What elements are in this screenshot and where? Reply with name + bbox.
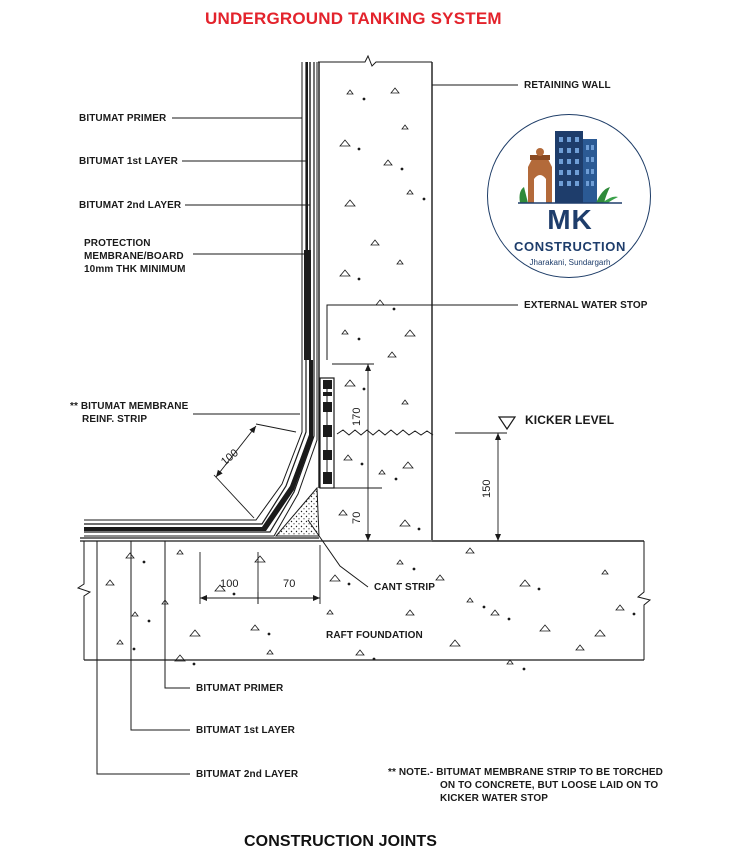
footer-title: CONSTRUCTION JOINTS xyxy=(244,833,438,850)
aggregate-dot xyxy=(358,148,360,150)
aggregate-dot xyxy=(358,338,360,340)
label-protection-3: 10mm THK MINIMUM xyxy=(84,264,186,275)
label-membrane-strip-2: REINF. STRIP xyxy=(82,414,148,425)
aggregate-mark xyxy=(407,190,413,194)
aggregate-mark xyxy=(450,640,460,646)
aggregate-dot xyxy=(418,528,420,530)
aggregate-dot xyxy=(523,668,525,670)
aggregate-dot xyxy=(348,583,350,585)
aggregate-mark xyxy=(376,300,384,305)
aggregate-dot xyxy=(395,478,397,480)
aggregate-mark xyxy=(466,548,474,553)
aggregate-mark xyxy=(342,330,348,334)
aggregate-mark xyxy=(132,612,138,616)
aggregate-mark xyxy=(405,330,415,336)
aggregate-mark xyxy=(267,650,273,654)
aggregate-dot xyxy=(413,568,415,570)
aggregate-mark xyxy=(384,160,392,165)
aggregate-mark xyxy=(467,598,473,602)
note-line-1: ** NOTE.- BITUMAT MEMBRANE STRIP TO BE TORCHED xyxy=(388,767,663,778)
aggregate-mark xyxy=(177,550,183,554)
note-line-3: KICKER WATER STOP xyxy=(440,793,549,804)
aggregate-dot xyxy=(423,198,425,200)
aggregate-dot xyxy=(233,593,235,595)
logo-buildings-icon xyxy=(488,115,652,279)
aggregate-mark xyxy=(251,625,259,630)
aggregate-mark xyxy=(520,580,530,586)
dimension-170: 170 xyxy=(351,407,363,426)
aggregate-dot xyxy=(373,658,375,660)
aggregate-mark xyxy=(491,610,499,615)
aggregate-mark xyxy=(397,560,403,564)
dimension-150: 150 xyxy=(481,479,493,498)
label-protection-1: PROTECTION xyxy=(84,238,151,249)
aggregate-mark xyxy=(345,380,355,386)
aggregate-dot xyxy=(363,388,365,390)
aggregate-mark xyxy=(540,625,550,631)
label-external-water-stop: EXTERNAL WATER STOP xyxy=(524,300,648,311)
aggregate-mark xyxy=(106,580,114,585)
label-base-bitumat-2nd-layer: BITUMAT 2nd LAYER xyxy=(196,769,299,780)
aggregate-mark xyxy=(327,610,333,614)
aggregate-mark xyxy=(388,352,396,357)
label-membrane-strip-1: ** BITUMAT MEMBRANE xyxy=(70,401,189,412)
label-bitumat-1st-layer: BITUMAT 1st LAYER xyxy=(79,156,178,167)
aggregate-dot xyxy=(508,618,510,620)
logo-location-text: Jharakani, Sundargarh xyxy=(529,258,611,267)
aggregate-mark xyxy=(339,510,347,515)
aggregate-mark xyxy=(117,640,123,644)
aggregate-dot xyxy=(148,620,150,622)
aggregate-mark xyxy=(602,570,608,574)
aggregate-dot xyxy=(401,168,403,170)
aggregate-mark xyxy=(330,575,340,581)
label-base-bitumat-1st-layer: BITUMAT 1st LAYER xyxy=(196,725,295,736)
label-bitumat-2nd-layer: BITUMAT 2nd LAYER xyxy=(79,200,182,211)
aggregate-mark xyxy=(406,610,414,615)
aggregate-mark xyxy=(616,605,624,610)
dimension-100-base: 100 xyxy=(220,578,239,590)
external-water-stop xyxy=(320,378,334,488)
aggregate-mark xyxy=(371,240,379,245)
label-cant-strip: CANT STRIP xyxy=(374,582,435,593)
kicker-level-marker xyxy=(499,417,515,429)
protection-board xyxy=(84,62,313,531)
label-protection-2: MEMBRANE/BOARD xyxy=(84,251,184,262)
aggregate-mark xyxy=(340,140,350,146)
dimension-70-base: 70 xyxy=(283,578,296,590)
label-retaining-wall: RETAINING WALL xyxy=(524,80,611,91)
aggregate-mark xyxy=(436,575,444,580)
aggregate-dot xyxy=(268,633,270,635)
retaining-wall xyxy=(318,56,433,540)
aggregate-mark xyxy=(379,470,385,474)
aggregate-mark xyxy=(402,125,408,129)
logo-construction-text: CONSTRUCTION xyxy=(514,239,626,254)
logo-mk-text: MK xyxy=(547,204,593,235)
aggregate-dot xyxy=(393,308,395,310)
aggregate-mark xyxy=(397,260,403,264)
note-line-2: ON TO CONCRETE, BUT LOOSE LAID ON TO xyxy=(440,780,659,791)
aggregate-dot xyxy=(483,606,485,608)
dimension-70-vertical: 70 xyxy=(351,511,363,524)
label-base-bitumat-primer: BITUMAT PRIMER xyxy=(196,683,284,694)
aggregate-mark xyxy=(403,462,413,468)
aggregate-dot xyxy=(538,588,540,590)
aggregate-mark xyxy=(402,400,408,404)
aggregate-mark xyxy=(340,270,350,276)
aggregate-mark xyxy=(576,645,584,650)
aggregate-dot xyxy=(133,648,135,650)
membrane-layers xyxy=(80,62,319,538)
aggregate-mark xyxy=(345,200,355,206)
label-kicker-level: KICKER LEVEL xyxy=(525,413,615,427)
aggregate-mark xyxy=(190,630,200,636)
aggregate-mark xyxy=(347,90,353,94)
aggregate-dot xyxy=(193,663,195,665)
aggregate-mark xyxy=(356,650,364,655)
aggregate-dot xyxy=(633,613,635,615)
aggregate-dot xyxy=(358,278,360,280)
aggregate-mark xyxy=(391,88,399,93)
dimension-100-diagonal: 100 xyxy=(219,447,242,469)
aggregate-mark xyxy=(126,553,134,558)
raft-foundation xyxy=(78,541,650,660)
company-logo xyxy=(487,114,651,278)
label-raft-foundation: RAFT FOUNDATION xyxy=(326,630,423,641)
aggregate-dot xyxy=(363,98,365,100)
dimension-lines xyxy=(200,364,498,604)
aggregate-mark xyxy=(595,630,605,636)
label-bitumat-primer: BITUMAT PRIMER xyxy=(79,113,167,124)
aggregate-mark xyxy=(255,556,265,562)
aggregate-mark xyxy=(400,520,410,526)
aggregate-mark xyxy=(344,455,352,460)
aggregate-dot xyxy=(143,561,145,563)
page-title: UNDERGROUND TANKING SYSTEM xyxy=(205,9,502,28)
aggregate-dot xyxy=(361,463,363,465)
